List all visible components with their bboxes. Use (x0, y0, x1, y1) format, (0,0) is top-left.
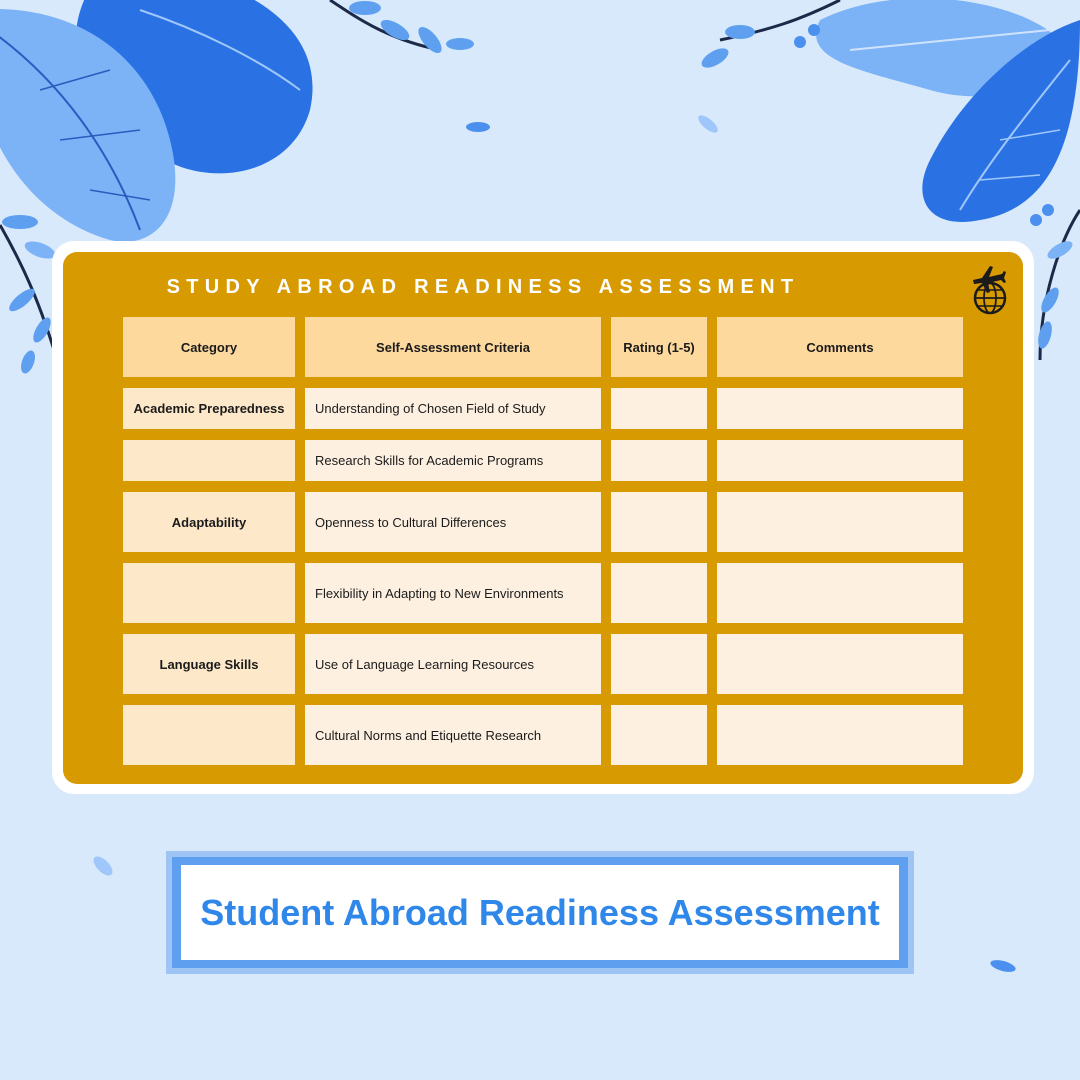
category-cell (123, 563, 295, 623)
comments-cell[interactable] (717, 388, 963, 429)
card-title: STUDY ABROAD READINESS ASSESSMENT (166, 276, 800, 298)
rating-cell[interactable] (611, 563, 707, 623)
criteria-cell: Use of Language Learning Resources (305, 634, 601, 694)
rating-cell[interactable] (611, 492, 707, 552)
category-cell: Adaptability (123, 492, 295, 552)
rating-cell[interactable] (611, 440, 707, 481)
criteria-cell: Understanding of Chosen Field of Study (305, 388, 601, 429)
airplane-globe-icon (968, 262, 1012, 318)
rating-cell[interactable] (611, 634, 707, 694)
column-header-comments: Comments (717, 317, 963, 377)
criteria-cell: Cultural Norms and Etiquette Research (305, 705, 601, 765)
criteria-cell: Flexibility in Adapting to New Environments (305, 563, 601, 623)
banner-title: Student Abroad Readiness Assessment (181, 865, 899, 960)
comments-cell[interactable] (717, 705, 963, 765)
criteria-cell: Openness to Cultural Differences (305, 492, 601, 552)
comments-cell[interactable] (717, 634, 963, 694)
rating-cell[interactable] (611, 388, 707, 429)
comments-cell[interactable] (717, 492, 963, 552)
category-cell: Academic Preparedness (123, 388, 295, 429)
column-header-rating: Rating (1-5) (611, 317, 707, 377)
category-cell: Language Skills (123, 634, 295, 694)
comments-cell[interactable] (717, 440, 963, 481)
rating-cell[interactable] (611, 705, 707, 765)
criteria-cell: Research Skills for Academic Programs (305, 440, 601, 481)
column-header-category: Category (123, 317, 295, 377)
category-cell (123, 440, 295, 481)
column-header-criteria: Self-Assessment Criteria (305, 317, 601, 377)
category-cell (123, 705, 295, 765)
comments-cell[interactable] (717, 563, 963, 623)
